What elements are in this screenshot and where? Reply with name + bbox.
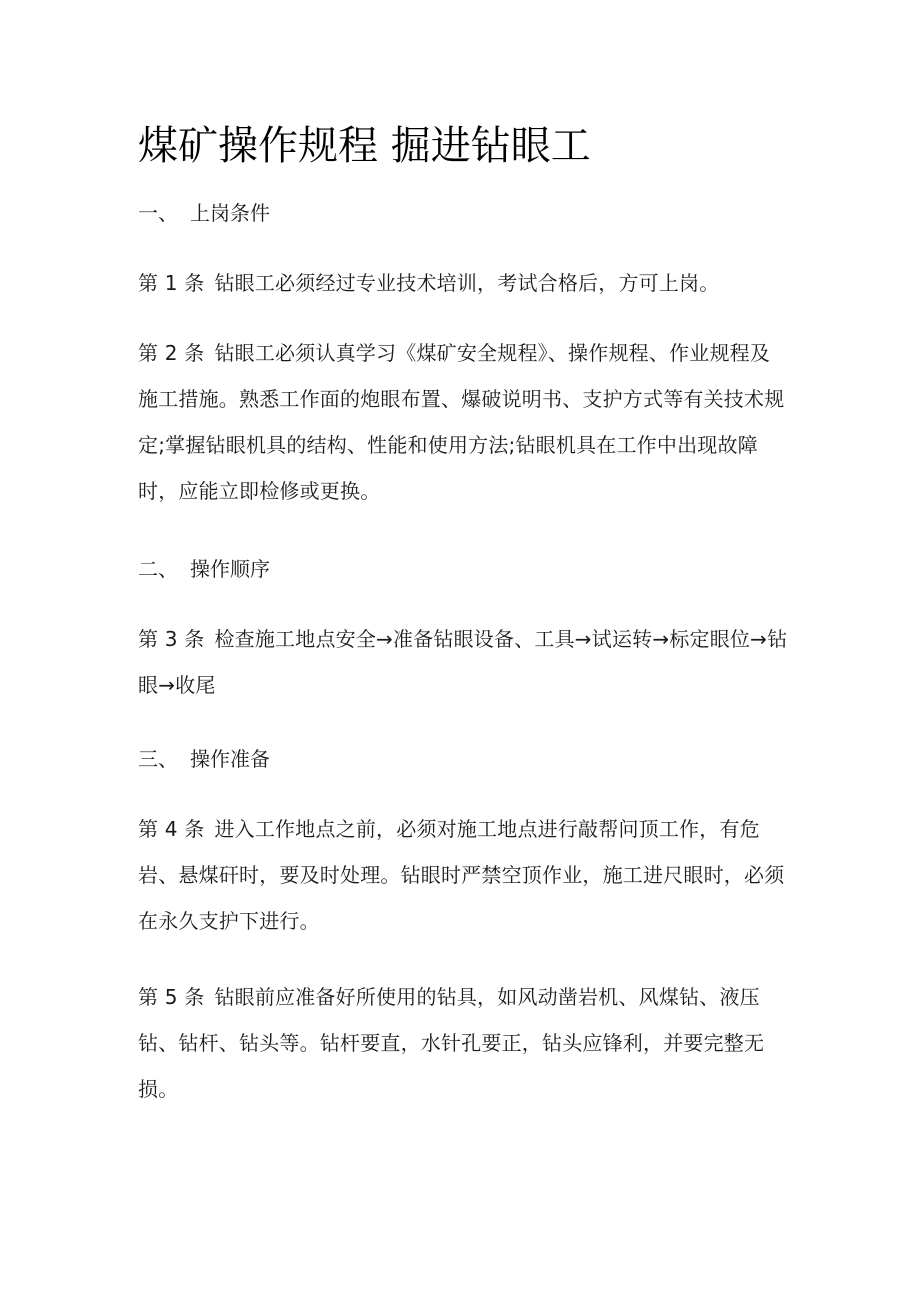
article-label: 第 2 条 <box>138 341 205 365</box>
section-number: 一、 <box>138 201 178 225</box>
section-number: 三、 <box>138 747 178 771</box>
section-title: 操作准备 <box>190 747 270 771</box>
article-text: 钻眼前应准备好所使用的钻具，如风动凿岩机、风煤钻、液压钻、钻杆、钻头等。钻杆要直，水针孔要正，钻头应锋利，并要完整无损。 <box>138 985 765 1101</box>
section-heading <box>138 554 270 584</box>
article-label: 第 3 条 <box>138 627 205 651</box>
article-paragraph <box>138 974 788 1112</box>
article-label: 第 1 条 <box>138 271 205 295</box>
article-paragraph <box>138 616 788 708</box>
article-paragraph <box>138 260 788 306</box>
article-label: 第 4 条 <box>138 817 205 841</box>
section-heading <box>138 744 270 774</box>
section-title: 上岗条件 <box>190 201 270 225</box>
section-heading <box>138 198 270 228</box>
article-text: 钻眼工必须经过专业技术培训，考试合格后，方可上岗。 <box>214 271 720 295</box>
article-text: 进入工作地点之前，必须对施工地点进行敲帮问顶工作，有危岩、悬煤矸时，要及时处理。钻眼时严禁空顶作业，施工进尺眼时，必须在永久支护下进行。 <box>138 817 785 933</box>
section-number: 二、 <box>138 557 178 581</box>
article-label: 第 5 条 <box>138 985 205 1009</box>
article-text: 钻眼工必须认真学习《煤矿安全规程》、操作规程、作业规程及施工措施。熟悉工作面的炮眼布置、爆破说明书、支护方式等有关技术规定;掌握钻眼机具的结构、性能和使用方法;钻眼机具在工作中出现故障时，应能立即检修或更换。 <box>138 341 785 503</box>
document-title: 煤矿操作规程 掘进钻眼工 <box>138 123 591 169</box>
article-paragraph <box>138 806 788 944</box>
article-paragraph <box>138 330 788 514</box>
section-title: 操作顺序 <box>190 557 270 581</box>
article-text: 检查施工地点安全→准备钻眼设备、工具→试运转→标定眼位→钻眼→收尾 <box>138 627 788 697</box>
